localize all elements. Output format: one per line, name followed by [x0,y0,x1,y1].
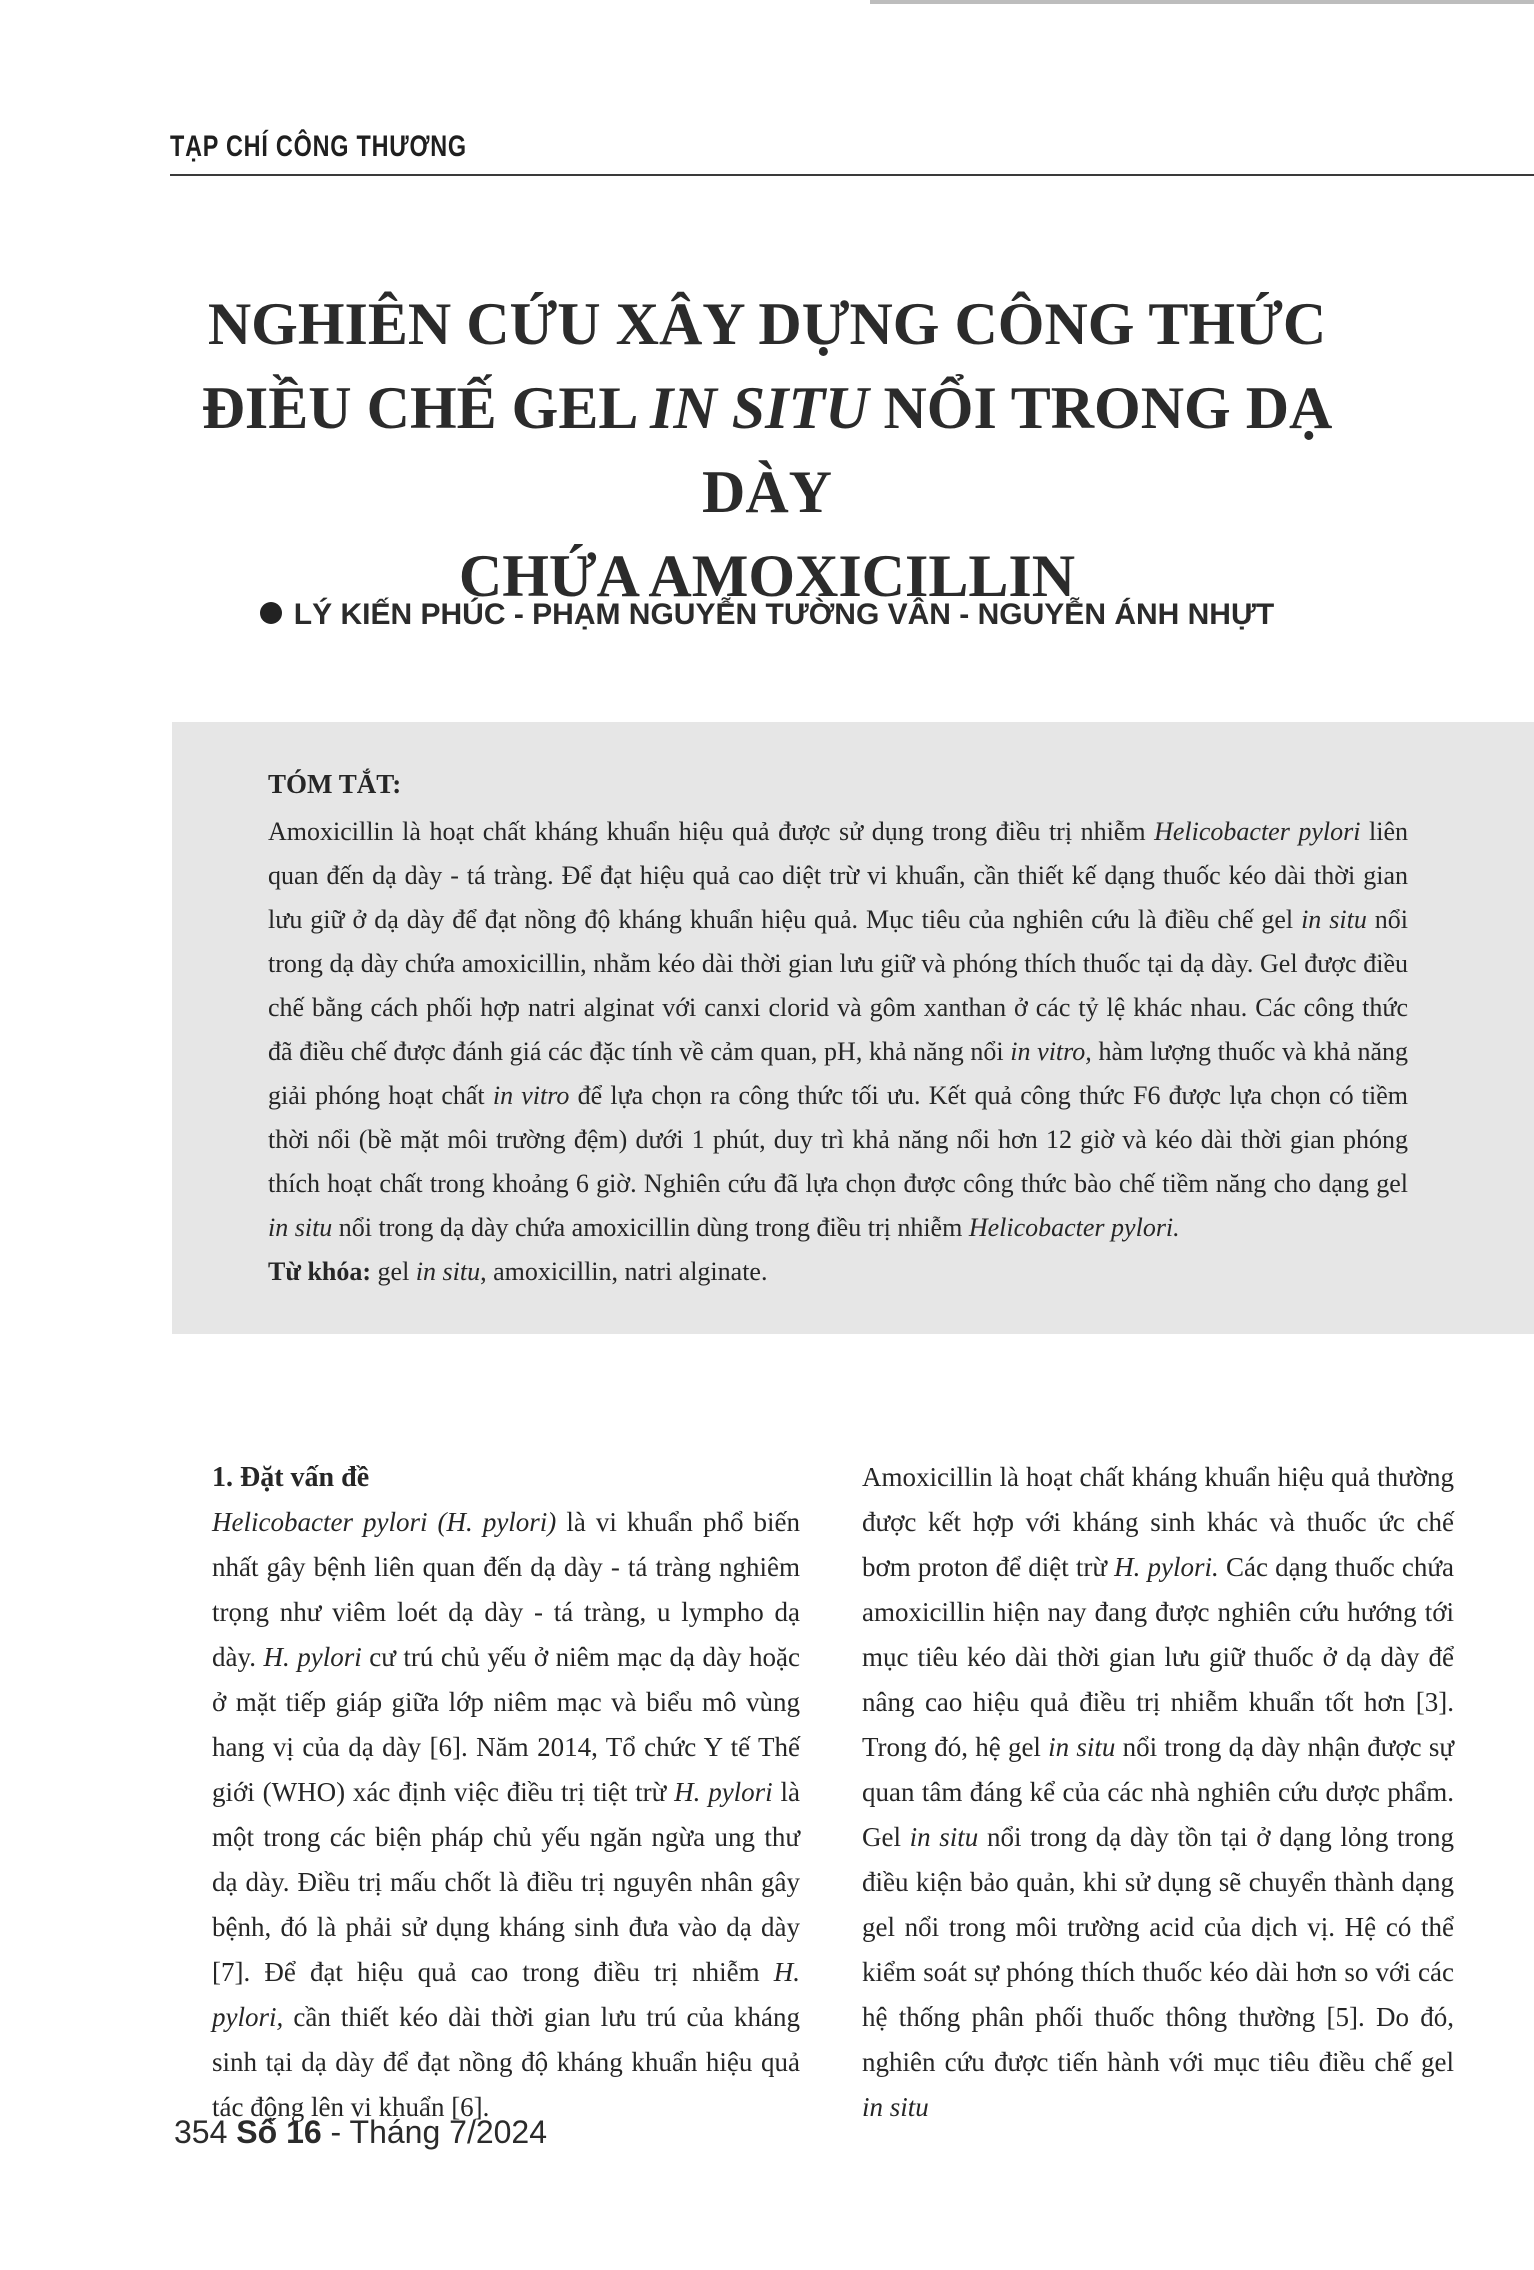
issue-date: - Tháng 7/2024 [321,2114,548,2150]
right-part: nổi trong dạ dày nhận được sự quan tâm đáng kể của các nhà nghiên cứu dược phẩm. Gel [862,1732,1454,1852]
abstract-italic: Helicobacter pylori. [968,1213,1180,1242]
journal-header [170,130,1534,180]
top-edge-line [870,0,1534,4]
title-line-2a: ĐIỀU CHẾ GEL [201,375,651,441]
abstract-box [172,722,1534,1334]
article-title [150,282,1384,618]
authors: LÝ KIẾN PHÚC - PHẠM NGUYỄN TƯỜNG VÂN - NGUYỄN ÁNH NHỰT [293,598,1275,631]
abstract-part: để lựa chọn ra công thức tối ưu. Kết quả công thức F6 được lựa chọn có tiềm thời nổi (bề mặt môi trường đệm) dưới 1 phút, duy trì khả năng nổi hơn 12 giờ và kéo dài thời gian phóng thích hoạt chất trong khoảng 6 giờ. Nghiên cứu đã lựa chọn được công thức bào chế tiềm năng cho dạng gel [268,1081,1408,1198]
abstract-italic: Helicobacter pylori [1154,817,1361,846]
abstract-content [268,762,1408,1294]
keyword-italic: in situ [415,1257,481,1286]
abstract-part: hàm lượng thuốc và khả năng giải phóng hoạt chất [268,1037,1408,1110]
abstract-part: Amoxicillin là hoạt chất kháng khuẩn hiệu quả được sử dụng trong điều trị nhiễm [268,817,1155,846]
left-part: là vi khuẩn phổ biến nhất gây bệnh liên quan đến dạ dày - tá tràng nghiêm trọng như viêm loét dạ dày - tá tràng, u lympho dạ dày. [212,1507,800,1672]
right-italic: in situ [909,1822,979,1852]
abstract-text [268,810,1408,1250]
title-line-2c: NỔI TRONG DẠ DÀY [702,375,1333,525]
title-line-3: CHỨA AMOXICILLIN [458,543,1076,609]
left-italic: Helicobacter pylori (H. pylori) [212,1507,557,1537]
left-column [212,1455,800,2130]
right-column [862,1455,1454,2130]
right-italic: H. pylori. [1114,1552,1219,1582]
abstract-heading: TÓM TẮT: [268,769,402,799]
abstract-italic: in situ [1301,905,1367,934]
right-part: Các dạng thuốc chứa amoxicillin hiện nay đang được nghiên cứu hướng tới mục tiêu kéo dài thời gian lưu giữ thuốc ở dạ dày để nâng cao hiệu quả điều trị nhiễm khuẩn tốt hơn [3]. Trong đó, hệ gel [862,1552,1454,1762]
abstract-part: nổi trong dạ dày chứa amoxicillin, nhằm kéo dài thời gian lưu giữ và phóng thích thuốc tại dạ dày. Gel được điều chế bằng cách phối hợp natri alginat với canxi clorid và gôm xanthan ở các tỷ lệ khác nhau. Các công thức đã điều chế được đánh giá các đặc tính về cảm quan, pH, khả năng nổi [268,905,1409,1066]
section-1-heading: 1. Đặt vấn đề [212,1462,370,1493]
abstract-italic: in vitro, [1010,1037,1092,1066]
issue-number: Số 16 [236,2114,322,2150]
right-part: Amoxicillin là hoạt chất kháng khuẩn hiệu quả thường được kết hợp với kháng sinh khác và thuốc ức chế bơm proton để diệt trừ [862,1462,1454,1582]
journal-name: TẠP CHÍ CÔNG THƯƠNG [170,130,467,163]
page-footer [174,2114,547,2151]
title-line-2b: IN SITU [650,375,869,441]
keywords [268,1250,1408,1294]
title-line-1: NGHIÊN CỨU XÂY DỰNG CÔNG THỨC [207,291,1327,357]
page-number: 354 [174,2114,228,2150]
left-italic: H. pylori [674,1777,773,1807]
keywords-label: Từ khóa: [268,1257,372,1286]
left-paragraph [212,1500,800,2130]
bullet-icon [260,602,282,624]
left-italic: H. pylori [263,1642,362,1672]
left-part: là một trong các biện pháp chủ yếu ngăn ngừa ung thư dạ dày. Điều trị mấu chốt là điều trị nguyên nhân gây bệnh, đó là phải sử dụng kháng sinh đưa vào dạ dày [7]. Để đạt hiệu quả cao trong điều trị nhiễm [212,1777,800,1987]
left-italic: H. pylori, [212,1957,800,2032]
header-rule [170,174,1534,176]
left-part: cư trú chủ yếu ở niêm mạc dạ dày hoặc ở mặt tiếp giáp giữa lớp niêm mạc và biểu mô vùng hang vị của dạ dày [6]. Năm 2014, Tổ chức Y tế Thế giới (WHO) xác định việc điều trị tiệt trừ [212,1642,800,1807]
abstract-part: nổi trong dạ dày chứa amoxicillin dùng trong điều trị nhiễm [332,1213,969,1242]
right-italic: in situ [862,2092,929,2122]
right-italic: in situ [1048,1732,1116,1762]
abstract-italic: in vitro [492,1081,570,1110]
abstract-part: liên quan đến dạ dày - tá tràng. Để đạt hiệu quả cao diệt trừ vi khuẩn, cần thiết kế dạng thuốc kéo dài thời gian lưu giữ ở dạ dày để đạt nồng độ kháng khuẩn hiệu quả. Mục tiêu của nghiên cứu là điều chế gel [268,817,1408,934]
abstract-italic: in situ [268,1213,333,1242]
keyword-part: , amoxicillin, natri alginate. [480,1257,768,1286]
right-part: nổi trong dạ dày tồn tại ở dạng lỏng trong điều kiện bảo quản, khi sử dụng sẽ chuyển thành dạng gel nổi trong môi trường acid của dịch vị. Hệ có thể kiểm soát sự phóng thích thuốc kéo dài hơn so với các hệ thống phân phối thuốc thông thường [5]. Do đó, nghiên cứu được tiến hành với mục tiêu điều chế gel [862,1822,1455,2077]
author-line [150,598,1384,632]
left-part: cần thiết kéo dài thời gian lưu trú của kháng sinh tại dạ dày để đạt nồng độ kháng khuẩn hiệu quả tác động lên vi khuẩn [6]. [212,2002,800,2122]
keyword-part: gel [371,1257,416,1286]
